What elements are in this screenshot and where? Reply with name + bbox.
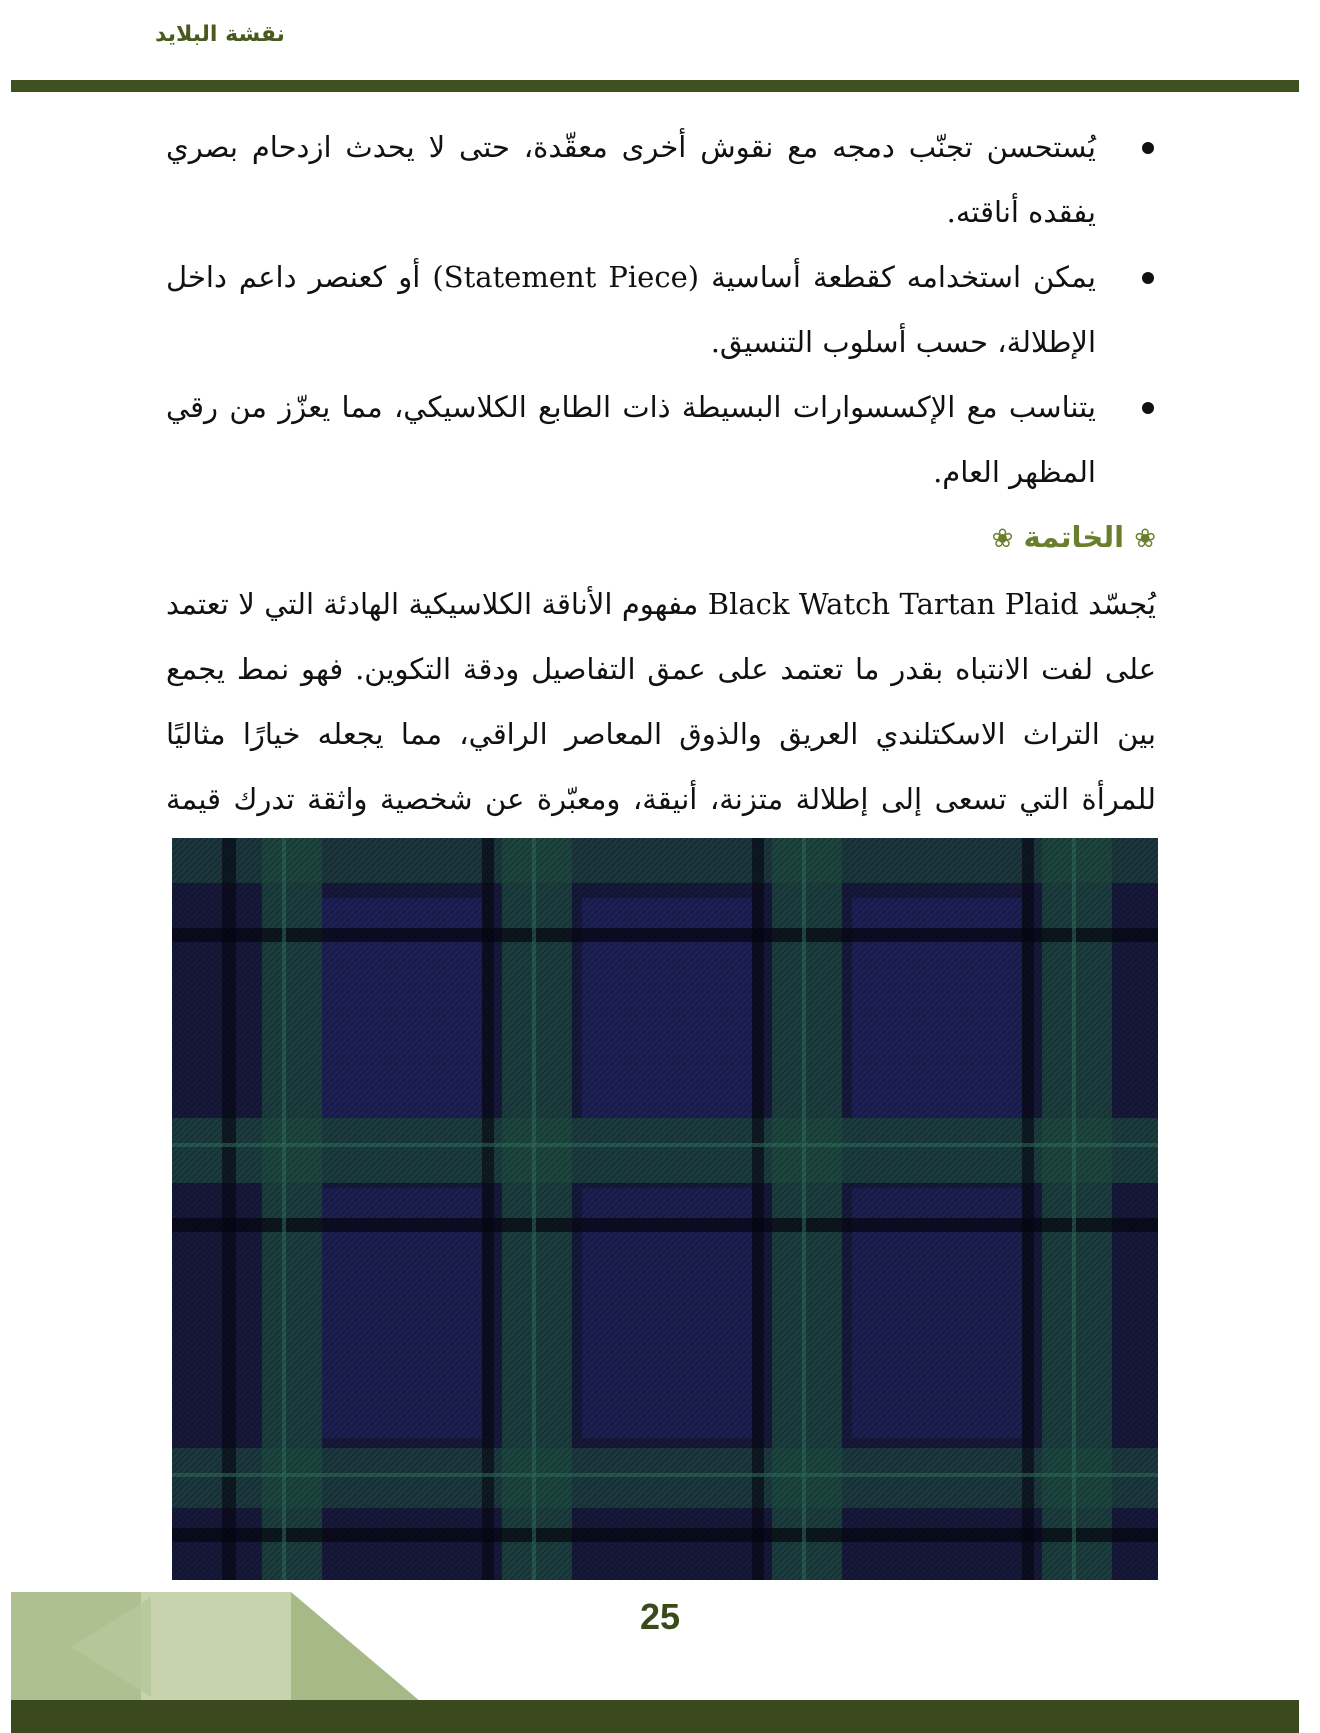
tartan-pattern-graphic (172, 838, 1158, 1580)
tartan-fabric-image (172, 838, 1158, 1580)
bullet-dot-icon (1142, 142, 1154, 154)
bullet-item (166, 115, 1156, 245)
heading-text: الخاتمة (1023, 520, 1125, 554)
flower-icon: ❀ (1134, 524, 1156, 554)
flower-icon: ❀ (991, 524, 1014, 554)
bullet-item (166, 375, 1156, 505)
page-number: 25 (639, 1596, 681, 1637)
page-header (155, 22, 455, 62)
bullet-dot-icon (1142, 402, 1154, 414)
bullet-text: يُستحسن تجنّب دمجه مع نقوش أخرى معقّدة، حتى لا يحدث ازدحام بصري يفقده أناقته. (166, 130, 1096, 229)
bullet-text: يمكن استخدامه كقطعة أساسية (Statement Piece) أو كعنصر داعم داخل الإطلالة، حسب أسلوب التنسيق. (166, 260, 1096, 359)
bullet-text: يتناسب مع الإكسسوارات البسيطة ذات الطابع الكلاسيكي، مما يعزّز من رقي المظهر العام. (166, 390, 1096, 489)
footer-bar (11, 1700, 1299, 1733)
footer-decoration (11, 1592, 431, 1702)
conclusion-paragraph: يُجسّد Black Watch Tartan Plaid مفهوم الأناقة الكلاسيكية الهادئة التي لا تعتمد على لفت الانتباه بقدر ما تعتمد على عمق التفاصيل ودقة التكوين. فهو نمط يجمع بين التراث الاسكتلندي العريق والذوق المعاصر الراقي، مما يجعله خيارًا مثاليًا للمرأة التي تسعى إلى إطلالة متزنة، أنيقة، ومعبّرة عن شخصية واثقة تدرك قيمة (166, 587, 1156, 816)
bullet-item (166, 245, 1156, 375)
bullet-dot-icon (1142, 272, 1154, 284)
section-heading (166, 505, 1156, 572)
header-rule (11, 80, 1299, 92)
page-content (166, 115, 1156, 897)
header-title: نقشة البلايد (155, 22, 285, 47)
